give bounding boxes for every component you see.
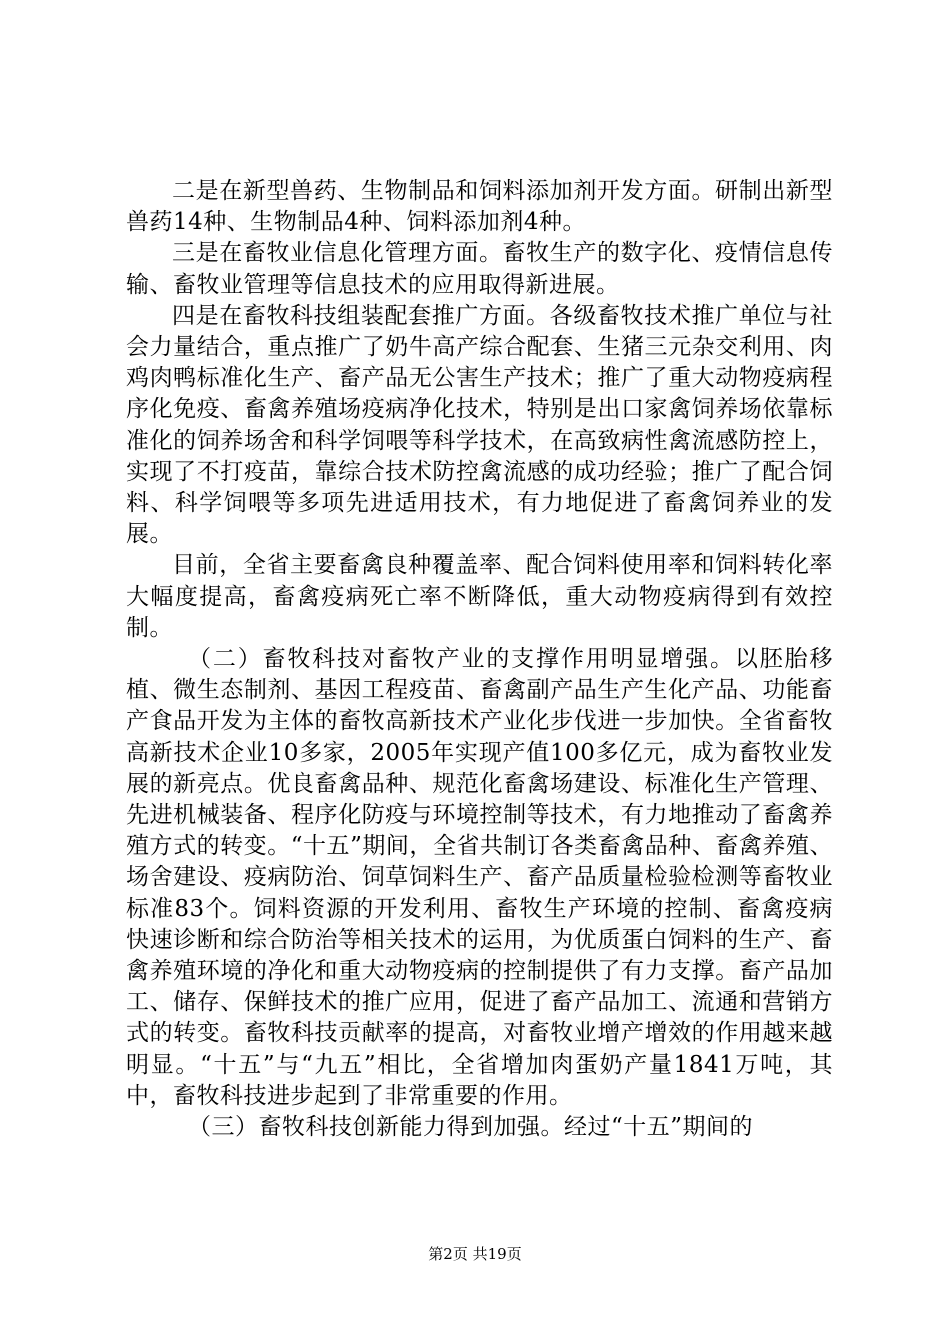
paragraph-current-status: 目前，全省主要畜禽良种覆盖率、配合饲料使用率和饲料转化率大幅度提高，畜禽疫病死亡率不断降低，重大动物疫病得到有效控制。 bbox=[126, 552, 833, 641]
paragraph-veterinary-drugs: 二是在新型兽药、生物制品和饲料添加剂开发方面。研制出新型兽药14种、生物制品4种、饲料添加剂4种。 bbox=[126, 178, 833, 236]
paragraph-section-two: （二）畜牧科技对畜牧产业的支撑作用明显增强。以胚胎移植、微生态制剂、基因工程疫苗、畜禽副产品生产生化产品、功能畜产食品开发为主体的畜牧高新技术产业化步伐进一步加快。全省畜牧高新技术企业10多家，2005年实现产值100多亿元，成为畜牧业发展的新亮点。优良畜禽品种、规范化畜禽场建设、标准化生产管理、先进机械装备、程序化防疫与环境控制等技术，有力地推动了畜禽养殖方式的转变。“十五”期间，全省共制订各类畜禽品种、畜禽养殖、场舍建设、疫病防治、饲草饲料生产、畜产品质量检验检测等畜牧业标准83个。饲料资源的开发利用、畜牧生产环境的控制、畜禽疫病快速诊断和综合防治等相关技术的运用，为优质蛋白饲料的生产、畜禽养殖环境的净化和重大动物疫病的控制提供了有力支撑。畜产品加工、储存、保鲜技术的推广应用，促进了畜产品加工、流通和营销方式的转变。畜牧科技贡献率的提高，对畜牧业增产增效的作用越来越明显。“十五”与“九五”相比，全省增加肉蛋奶产量1841万吨，其中，畜牧科技进步起到了非常重要的作用。 bbox=[126, 646, 833, 1109]
paragraph-section-three: （三）畜牧科技创新能力得到加强。经过“十五”期间的 bbox=[188, 1114, 754, 1141]
body-text bbox=[126, 176, 833, 1143]
paragraph-technology-extension: 四是在畜牧科技组装配套推广方面。各级畜牧技术推广单位与社会力量结合，重点推广了奶牛高产综合配套、生猪三元杂交利用、肉鸡肉鸭标准化生产、畜产品无公害生产技术；推广了重大动物疫病程序化免疫、畜禽养殖场疫病净化技术，特别是出口家禽饲养场依靠标准化的饲养场舍和科学饲喂等科学技术，在高致病性禽流感防控上，实现了不打疫苗，靠综合技术防控禽流感的成功经验；推广了配合饲料、科学饲喂等多项先进适用技术，有力地促进了畜禽饲养业的发展。 bbox=[126, 302, 833, 548]
paragraph-informatization: 三是在畜牧业信息化管理方面。畜牧生产的数字化、疫情信息传输、畜牧业管理等信息技术的应用取得新进展。 bbox=[126, 240, 833, 298]
page-footer: 第2页 共19页 bbox=[428, 1245, 522, 1263]
